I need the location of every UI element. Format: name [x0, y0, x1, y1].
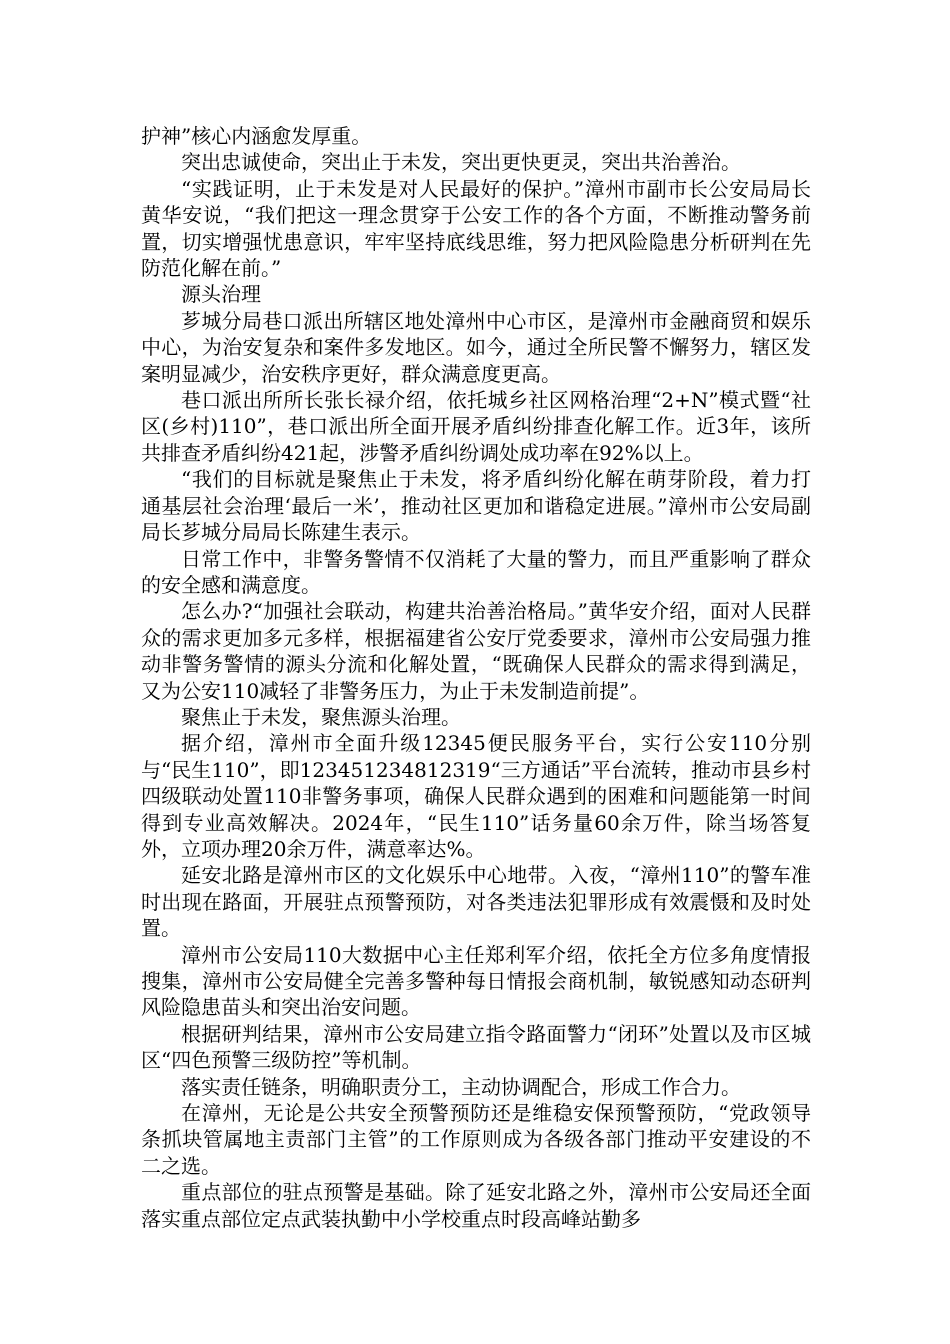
- paragraph-15: 落实责任链条，明确职责分工，主动协调配合，形成工作合力。: [181, 1074, 741, 1099]
- paragraph-16: 在漳州，无论是公共安全预警预防还是维稳安保预警预防，“党政领导条抓块管属地主责部门主管”的工作原则成为各级各部门推动平安建设的不二之选。: [141, 1101, 811, 1178]
- paragraph-11: 据介绍，漳州市全面升级12345便民服务平台，实行公安110分别与“民生110”，即123451234812319“三方通话”平台流转，推动市县乡村四级联动处置110非警务事项，确保人民群众遇到的困难和问题能第一时间得到专业高效解决。2024年，“民生110”话务量60余万件，除当场答复外，立项办理20余万件，满意率达%。: [141, 731, 811, 861]
- document-body: [141, 123, 811, 1232]
- paragraph-8: 日常工作中，非警务警情不仅消耗了大量的警力，而且严重影响了群众的安全感和满意度。: [141, 546, 811, 597]
- paragraph-14: 根据研判结果，漳州市公安局建立指令路面警力“闭环”处置以及市区城区“四色预警三级防控”等机制。: [141, 1021, 811, 1073]
- paragraph-1: 护神”核心内涵愈发厚重。: [141, 124, 372, 148]
- paragraph-6: 巷口派出所所长张长禄介绍，依托城乡社区网格治理“2+N”模式暨“社区(乡村)110”，巷口派出所全面开展矛盾纠纷排查化解工作。近3年，该所共排查矛盾纠纷421起，涉警矛盾纠纷调处成功率在92%以上。: [141, 388, 811, 465]
- paragraph-3: “实践证明，止于未发是对人民最好的保护。”漳州市副市长公安局局长黄华安说，“我们把这一理念贯穿于公安工作的各个方面，不断推动警务前置，切实增强忧患意识，牢牢坚持底线思维，努力把风险隐患分析研判在先防范化解在前。”: [141, 176, 811, 281]
- paragraph-17: 重点部位的驻点预警是基础。除了延安北路之外，漳州市公安局还全面落实重点部位定点武装执勤中小学校重点时段高峰站勤多: [141, 1180, 811, 1231]
- paragraph-2: 突出忠诚使命，突出止于未发，突出更快更灵，突出共治善治。: [181, 150, 741, 175]
- paragraph-13: 漳州市公安局110大数据中心主任郑利军介绍，依托全方位多角度情报搜集，漳州市公安局健全完善多警种每日情报会商机制，敏锐感知动态研判风险隐患苗头和突出治安问题。: [141, 942, 811, 1020]
- section-heading: 源头治理: [181, 282, 261, 307]
- paragraph-12: 延安北路是漳州市区的文化娱乐中心地带。入夜，“漳州110”的警车准时出现在路面，开展驻点预警预防，对各类违法犯罪形成有效震慑和及时处置。: [141, 863, 811, 941]
- paragraph-9: 怎么办?“加强社会联动，构建共治善治格局。”黄华安介绍，面对人民群众的需求更加多元多样，根据福建省公安厅党委要求，漳州市公安局强力推动非警务警情的源头分流和化解处置，“既确保人民群众的需求得到满足，又为公安110减轻了非警务压力，为止于未发制造前提”。: [141, 599, 811, 703]
- paragraph-5: 芗城分局巷口派出所辖区地处漳州中心市区，是漳州市金融商贸和娱乐中心，为治安复杂和案件多发地区。如今，通过全所民警不懈努力，辖区发案明显减少，治安秩序更好，群众满意度更高。: [141, 308, 811, 386]
- paragraph-10: 聚焦止于未发，聚焦源头治理。: [181, 704, 461, 729]
- paragraph-7: “我们的目标就是聚焦止于未发，将矛盾纠纷化解在萌芽阶段，着力打通基层社会治理‘最后一米’，推动社区更加和谐稳定进展。”漳州市公安局副局长芗城分局局长陈建生表示。: [141, 467, 811, 545]
